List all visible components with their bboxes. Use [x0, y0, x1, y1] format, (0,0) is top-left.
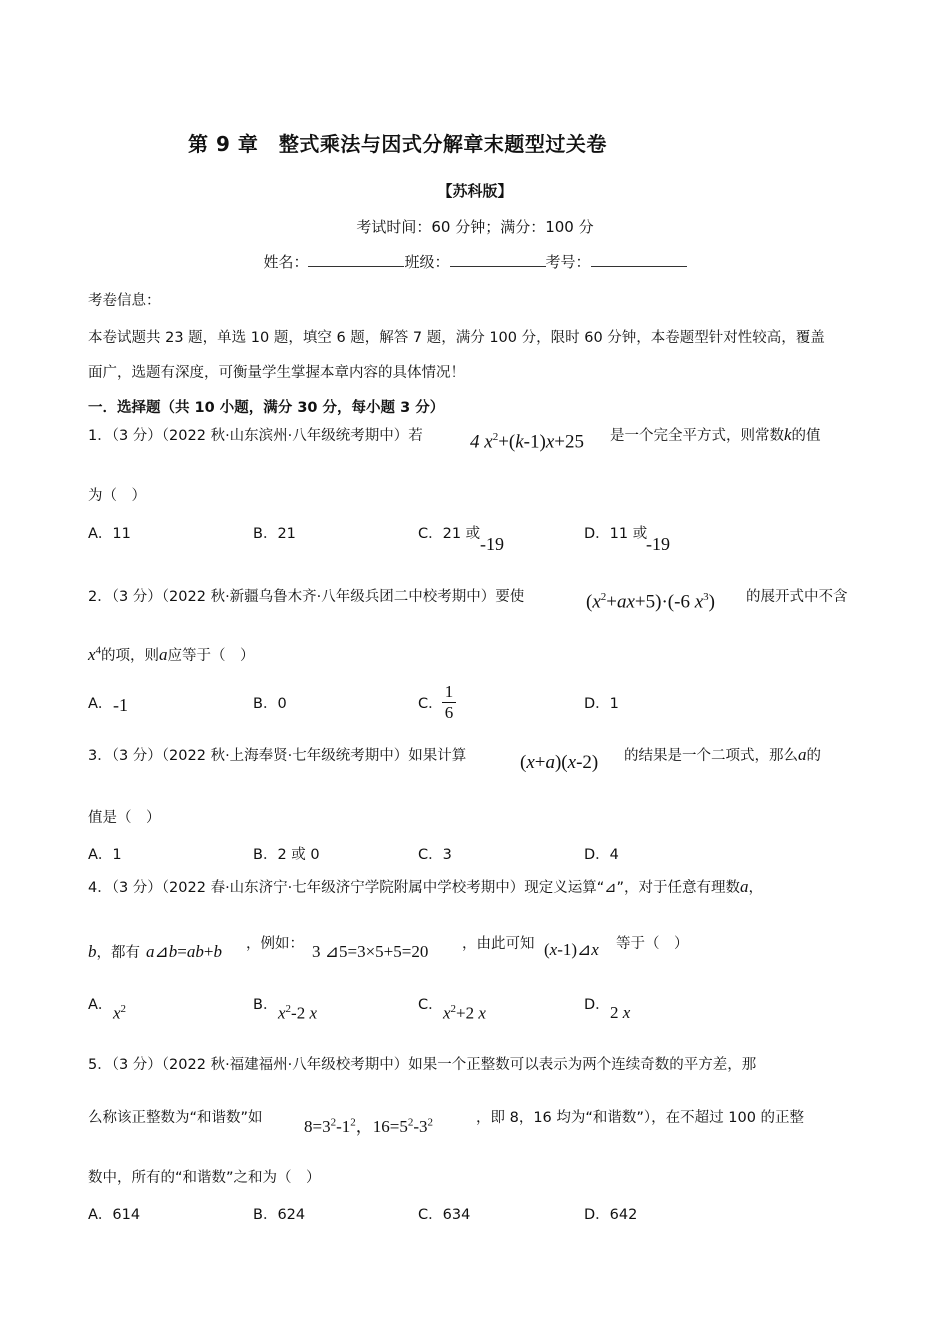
q3-stem: 3．（3 分）（2022 秋·上海奉贤·七年级统考期中）如果计算 — [88, 748, 467, 764]
fraction-numerator: 1 — [444, 682, 454, 701]
q4-hence-label: ，由此可知 — [462, 936, 535, 952]
q1-expression: 4 $x^2+(k-1)x+25$ — [470, 431, 584, 453]
q3-option-d[interactable]: D．4 — [584, 847, 619, 863]
q5-option-d[interactable]: D．642 — [584, 1207, 638, 1223]
exam-info-line1: 本卷试题共 23 题，单选 10 题，填空 6 题，解答 7 题，满分 100 分，限时 60 分钟，本卷题型针对性较高，覆盖 — [88, 330, 825, 346]
q5-line2a: 么称该正整数为“和谐数”如 — [88, 1110, 263, 1126]
q3-after-text: 的结果是一个二项式，那么 — [624, 748, 798, 764]
q4-comma1: ，都有 — [96, 945, 140, 961]
q2-expression: $(x^2+ax+5)\cdot(-6$ $x^3$) — [586, 591, 715, 613]
q4-expression: (x-1)⊿x — [544, 940, 599, 959]
q2-a: a — [159, 645, 168, 664]
q2-x4: $x^4$ — [88, 644, 102, 664]
q1-end: 的值 — [791, 428, 821, 444]
exam-info-heading: 考卷信息： — [88, 293, 161, 309]
q1-option-d-value: -19 — [646, 534, 670, 554]
q1-option-c-value: -19 — [480, 534, 504, 554]
student-info-line — [0, 251, 950, 272]
q4-option-d-value: 2 x — [610, 1003, 631, 1022]
q1-after-text: 是一个完全平方式，则常数 — [610, 428, 784, 444]
q1-option-b[interactable]: B．21 — [253, 526, 296, 542]
q4-option-a-value: $x^2$ — [113, 1003, 127, 1023]
q1-option-a[interactable]: A．11 — [88, 526, 131, 542]
q1-option-c[interactable]: C．21 或 — [418, 526, 481, 542]
exam-time-line: 考试时间：60 分钟；满分：100 分 — [356, 218, 594, 236]
q2-stem: 2．（3 分）（2022 秋·新疆乌鲁木齐·八年级兵团二中校考期中）要使 — [88, 589, 525, 605]
class-blank[interactable] — [450, 252, 546, 267]
q2-line2-end: 应等于（ ） — [167, 648, 255, 664]
q4-a: a — [739, 877, 749, 896]
number-label: 考号： — [545, 253, 591, 271]
q2-option-c[interactable]: C． — [418, 696, 443, 712]
q4-option-b-value: $x^2-2$ x — [278, 1003, 318, 1023]
q5-examples: $8=3^2-1^2$，$16=5^2-3^2$ — [304, 1116, 434, 1136]
q5-stem: 5．（3 分）（2022 秋·福建福州·八年级校考期中）如果一个正整数可以表示为两个连续奇数的平方差，那 — [88, 1057, 757, 1073]
q3-line2: 值是（ ） — [88, 810, 161, 826]
q2-option-d[interactable]: D．1 — [584, 696, 619, 712]
q3-option-c[interactable]: C．3 — [418, 847, 452, 863]
q4-option-a[interactable]: A． — [88, 997, 113, 1013]
q4-option-b[interactable]: B． — [253, 997, 278, 1013]
q2-option-a[interactable]: A． — [88, 696, 113, 712]
q1-stem — [88, 424, 423, 445]
q4-definition: a⊿b=ab+b — [146, 942, 222, 961]
q5-line3: 数中，所有的“和谐数”之和为（ ） — [88, 1170, 321, 1186]
section-heading: 一．选择题（共 10 小题，满分 30 分，每小题 3 分） — [88, 400, 445, 416]
edition-label: 【苏科版】 — [437, 182, 513, 200]
q5-option-a[interactable]: A．614 — [88, 1207, 141, 1223]
q2-line2-text: 的项，则 — [101, 648, 160, 664]
q1-k: k — [784, 425, 792, 444]
q4-option-d[interactable]: D． — [584, 997, 610, 1013]
q1-line2: 为（ ） — [88, 488, 146, 504]
q2-option-c-fraction — [442, 683, 456, 722]
name-blank[interactable] — [308, 252, 404, 267]
q1-stem-text: 1．（3 分）（2022 秋·山东滨州·八年级统考期中）若 — [88, 428, 423, 444]
fraction-denominator: 6 — [444, 702, 454, 722]
q1-after — [610, 424, 821, 445]
q5-option-b[interactable]: B．624 — [253, 1207, 306, 1223]
q4-example-label: ，例如： — [246, 936, 304, 952]
q2-option-a-value: -1 — [113, 695, 128, 715]
number-blank[interactable] — [591, 252, 687, 267]
q2-after: 的展开式中不含 — [746, 589, 848, 605]
q3-after — [624, 744, 821, 765]
q3-option-b[interactable]: B．2 或 0 — [253, 847, 320, 863]
q4-option-c[interactable]: C． — [418, 997, 443, 1013]
q4-b: b — [88, 942, 97, 961]
q5-option-c[interactable]: C．634 — [418, 1207, 471, 1223]
q4-line2 — [88, 941, 140, 962]
q2-line2 — [88, 644, 255, 665]
exam-info-line2: 面广，选题有深度，可衡量学生掌握本章内容的具体情况！ — [88, 365, 465, 381]
q4-stem: 4．（3 分）（2022 春·山东济宁·七年级济宁学院附属中学校考期中）现定义运算“⊿”，对于任意有理数a， — [88, 877, 763, 896]
q3-expression: (x+a)(x-2) — [520, 752, 599, 773]
q3-end: 的 — [806, 748, 821, 764]
q4-stem-text: 4．（3 分）（2022 春·山东济宁·七年级济宁学院附属中学校考期中）现定义运算“⊿”，对于任意有理数 — [88, 880, 740, 896]
class-label: 班级： — [404, 253, 450, 271]
q2-option-b[interactable]: B．0 — [253, 696, 287, 712]
q3-a: a — [798, 745, 807, 764]
q4-example: 3 ⊿5=3×5+5=20 — [312, 942, 429, 961]
name-label: 姓名： — [263, 253, 309, 271]
q5-line2b: ，即 8，16 均为“和谐数”），在不超过 100 的正整 — [476, 1110, 805, 1126]
q1-option-d[interactable]: D．11 或 — [584, 526, 648, 542]
q4-option-c-value: $x^2+2$ x — [443, 1003, 486, 1023]
q3-option-a[interactable]: A．1 — [88, 847, 122, 863]
q4-end: 等于（ ） — [616, 936, 689, 952]
page-title: 第 9 章 整式乘法与因式分解章末题型过关卷 — [188, 132, 607, 156]
